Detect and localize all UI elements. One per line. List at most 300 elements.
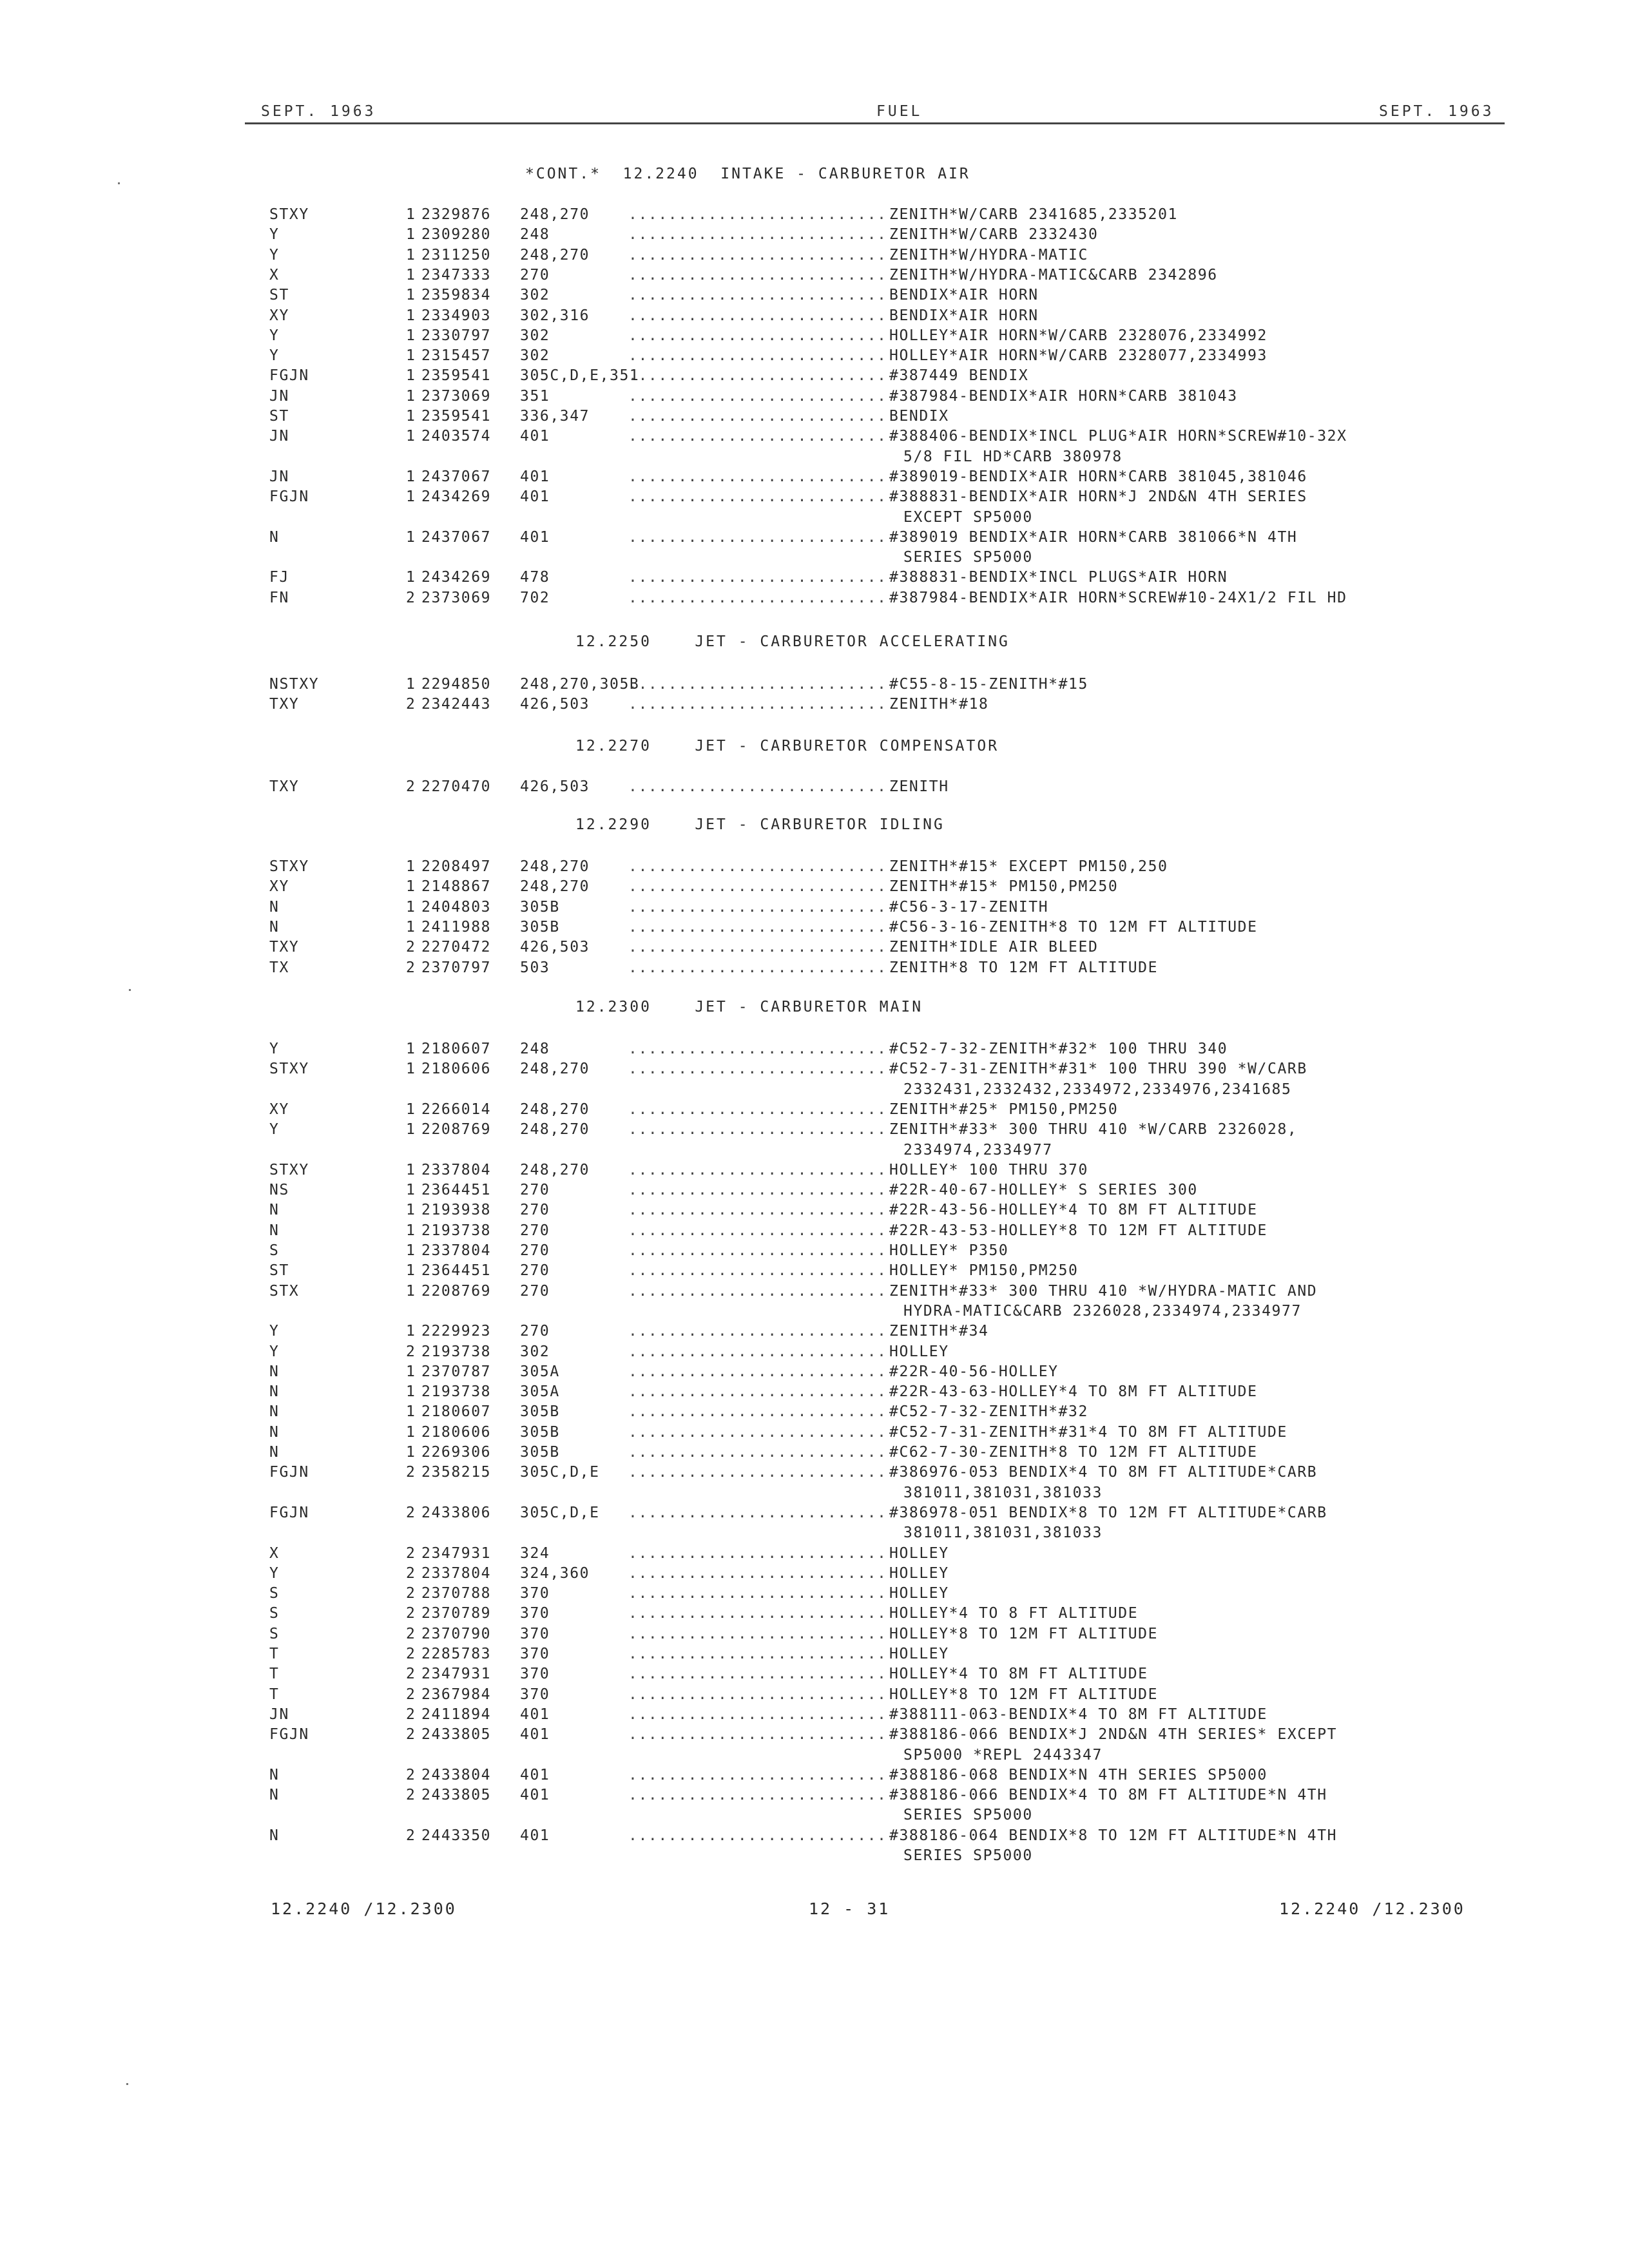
sequence-number: 1 — [406, 1383, 416, 1401]
section-heading: 12.2250 JET - CARBURETOR ACCELERATING — [575, 633, 1010, 650]
sequence-number: 1 — [406, 1282, 416, 1300]
model-applicability: 401 — [520, 1827, 550, 1844]
model-applicability: 305B — [520, 898, 560, 916]
sequence-number: 2 — [406, 1646, 416, 1662]
dot-leader: .......................... — [628, 327, 887, 344]
part-row — [0, 1706, 1629, 1727]
part-description: ZENITH*#25* PM150,PM250 — [889, 1100, 1119, 1118]
model-applicability: 370 — [520, 1605, 550, 1622]
dot-leader: .......................... — [628, 1343, 887, 1360]
dot-leader: .......................... — [628, 1544, 887, 1562]
part-row — [0, 388, 1629, 408]
dot-leader: .......................... — [628, 1282, 887, 1300]
part-description: ZENITH*8 TO 12M FT ALTITUDE — [889, 959, 1159, 976]
continuation-text: 2334974,2334977 — [903, 1141, 1053, 1158]
continuation-text: SERIES SP5000 — [903, 1847, 1033, 1864]
dot-leader: .......................... — [628, 1564, 887, 1582]
model-applicability: 248,270 — [520, 858, 590, 875]
vehicle-code: N — [269, 1202, 280, 1219]
part-row — [0, 1383, 1629, 1404]
model-applicability: 401 — [520, 468, 550, 485]
part-number: 2208769 — [421, 1282, 492, 1300]
part-description: ZENITH*#33* 300 THRU 410 *W/HYDRA-MATIC AND — [889, 1282, 1318, 1300]
continuation-text: SP5000 *REPL 2443347 — [903, 1746, 1103, 1763]
part-row — [0, 919, 1629, 939]
part-row — [0, 529, 1629, 550]
part-description: #387984-BENDIX*AIR HORN*CARB 381043 — [889, 387, 1238, 405]
part-row — [0, 590, 1629, 610]
model-applicability: 305A — [520, 1383, 560, 1401]
sequence-number: 2 — [406, 589, 416, 606]
part-number: 2370797 — [421, 959, 492, 976]
model-applicability: 270 — [520, 1222, 550, 1239]
part-description: #C56-3-17-ZENITH — [889, 898, 1049, 916]
sequence-number: 2 — [406, 1666, 416, 1683]
part-description: BENDIX*AIR HORN — [889, 307, 1039, 324]
vehicle-code: XY — [269, 1100, 289, 1118]
part-description: HOLLEY — [889, 1564, 949, 1582]
dot-leader: .......................... — [628, 1585, 887, 1602]
part-number: 2180606 — [421, 1061, 492, 1078]
part-description: HOLLEY*AIR HORN*W/CARB 2328077,2334993 — [889, 347, 1268, 365]
model-applicability: 305B — [520, 1444, 560, 1461]
part-number: 2193738 — [421, 1222, 492, 1239]
part-number: 2411988 — [421, 918, 492, 936]
dot-leader: .......................... — [628, 1222, 887, 1239]
sequence-number: 1 — [406, 528, 416, 546]
part-number: 2311250 — [421, 246, 492, 264]
part-description: #387449 BENDIX — [889, 367, 1029, 385]
part-row — [0, 307, 1629, 328]
model-applicability: 270 — [520, 1282, 550, 1300]
dot-leader: .......................... — [628, 1182, 887, 1199]
vehicle-code: JN — [269, 428, 289, 445]
sequence-number: 1 — [406, 1222, 416, 1239]
part-description: #22R-43-56-HOLLEY*4 TO 8M FT ALTITUDE — [889, 1202, 1258, 1219]
part-row — [0, 878, 1629, 899]
sequence-number: 2 — [406, 959, 416, 976]
part-number: 2309280 — [421, 226, 492, 244]
dot-leader: .......................... — [628, 367, 887, 385]
part-row — [0, 1101, 1629, 1122]
part-description: #388831-BENDIX*INCL PLUGS*AIR HORN — [889, 569, 1228, 586]
part-description: #387984-BENDIX*AIR HORN*SCREW#10-24X1/2 FIL HD — [889, 589, 1347, 606]
sequence-number: 1 — [406, 246, 416, 264]
dot-leader: .......................... — [628, 1726, 887, 1744]
vehicle-code: Y — [269, 347, 280, 365]
part-description: BENDIX*AIR HORN — [889, 287, 1039, 304]
dot-leader: .......................... — [628, 778, 887, 795]
vehicle-code: N — [269, 1444, 280, 1461]
vehicle-code: N — [269, 1222, 280, 1239]
model-applicability: 302 — [520, 347, 550, 365]
dot-leader: .......................... — [628, 1161, 887, 1178]
vehicle-code: Y — [269, 1121, 280, 1139]
model-applicability: 401 — [520, 428, 550, 445]
description-continuation — [0, 1081, 1629, 1102]
part-number: 2370790 — [421, 1625, 492, 1642]
vehicle-code: STXY — [269, 1161, 309, 1178]
dot-leader: .......................... — [628, 1242, 887, 1259]
part-description: #22R-40-56-HOLLEY — [889, 1363, 1059, 1380]
vehicle-code: N — [269, 1403, 280, 1421]
description-continuation — [0, 1807, 1629, 1827]
model-applicability: 426,503 — [520, 778, 590, 795]
model-applicability: 270 — [520, 1202, 550, 1219]
vehicle-code: N — [269, 1827, 280, 1844]
sequence-number: 1 — [406, 488, 416, 506]
part-number: 2437067 — [421, 468, 492, 485]
sequence-number: 1 — [406, 1182, 416, 1199]
part-description: HOLLEY — [889, 1544, 949, 1562]
vehicle-code: FJ — [269, 569, 289, 586]
part-description: HOLLEY — [889, 1646, 949, 1662]
model-applicability: 401 — [520, 1766, 550, 1783]
dot-leader: .......................... — [628, 1827, 887, 1844]
sequence-number: 2 — [406, 1504, 416, 1521]
part-number: 2193738 — [421, 1343, 492, 1360]
part-number: 2443350 — [421, 1827, 492, 1844]
dot-leader: .......................... — [628, 898, 887, 916]
part-row — [0, 778, 1629, 799]
sequence-number: 1 — [406, 1202, 416, 1219]
continuation-text: SERIES SP5000 — [903, 549, 1033, 566]
dot-leader: .......................... — [628, 266, 887, 284]
continuation-text: 5/8 FIL HD*CARB 380978 — [903, 448, 1123, 465]
sequence-number: 1 — [406, 428, 416, 445]
sequence-number: 2 — [406, 778, 416, 795]
model-applicability: 302 — [520, 327, 550, 344]
model-applicability: 248,270,305B — [520, 676, 640, 693]
model-applicability: 270 — [520, 266, 550, 284]
part-description: #C52-7-31-ZENITH*#31*4 TO 8M FT ALTITUDE — [889, 1423, 1287, 1441]
part-row — [0, 1202, 1629, 1222]
vehicle-code: S — [269, 1625, 280, 1642]
sequence-number: 2 — [406, 1464, 416, 1481]
sequence-number: 1 — [406, 367, 416, 385]
part-row — [0, 327, 1629, 348]
model-applicability: 503 — [520, 959, 550, 976]
part-number: 2208497 — [421, 858, 492, 875]
part-row — [0, 1666, 1629, 1686]
model-applicability: 370 — [520, 1686, 550, 1703]
part-row — [0, 206, 1629, 227]
section-heading: *CONT.* 12.2240 INTAKE - CARBURETOR AIR — [525, 166, 970, 182]
dot-leader: .......................... — [628, 1504, 887, 1521]
vehicle-code: N — [269, 918, 280, 936]
part-row — [0, 1565, 1629, 1586]
dot-leader: .......................... — [628, 488, 887, 506]
dot-leader: .......................... — [628, 1202, 887, 1219]
part-description: #388111-063-BENDIX*4 TO 8M FT ALTITUDE — [889, 1706, 1268, 1723]
vehicle-code: FGJN — [269, 1464, 309, 1481]
part-row — [0, 1222, 1629, 1243]
model-applicability: 248,270 — [520, 1121, 590, 1139]
sequence-number: 1 — [406, 347, 416, 365]
continuation-text: 381011,381031,381033 — [903, 1484, 1103, 1501]
dot-leader: .......................... — [628, 1766, 887, 1783]
description-continuation — [0, 1303, 1629, 1323]
part-number: 2329876 — [421, 206, 492, 223]
part-number: 2270472 — [421, 939, 492, 956]
model-applicability: 370 — [520, 1646, 550, 1662]
part-row — [0, 1162, 1629, 1182]
scan-speck — [126, 2083, 128, 2085]
part-number: 2315457 — [421, 347, 492, 365]
part-row — [0, 1061, 1629, 1081]
vehicle-code: T — [269, 1666, 280, 1683]
dot-leader: .......................... — [628, 307, 887, 324]
part-row — [0, 1827, 1629, 1848]
part-description: #389019 BENDIX*AIR HORN*CARB 381066*N 4TH — [889, 528, 1298, 546]
part-description: #388186-066 BENDIX*4 TO 8M FT ALTITUDE*N 4TH — [889, 1787, 1327, 1804]
model-applicability: 426,503 — [520, 696, 590, 713]
part-number: 2358215 — [421, 1464, 492, 1481]
model-applicability: 426,503 — [520, 939, 590, 956]
part-number: 2285783 — [421, 1646, 492, 1662]
model-applicability: 305B — [520, 1423, 560, 1441]
part-number: 2403574 — [421, 428, 492, 445]
sequence-number: 2 — [406, 1564, 416, 1582]
model-applicability: 401 — [520, 528, 550, 546]
sequence-number: 2 — [406, 939, 416, 956]
model-applicability: 248,270 — [520, 1161, 590, 1178]
vehicle-code: JN — [269, 468, 289, 485]
part-number: 2148867 — [421, 878, 492, 896]
model-applicability: 370 — [520, 1585, 550, 1602]
part-description: #389019-BENDIX*AIR HORN*CARB 381045,381046 — [889, 468, 1307, 485]
dot-leader: .......................... — [628, 226, 887, 244]
sequence-number: 1 — [406, 858, 416, 875]
vehicle-code: TXY — [269, 778, 300, 795]
part-row — [0, 1545, 1629, 1566]
vehicle-code: T — [269, 1646, 280, 1662]
part-row — [0, 1343, 1629, 1364]
vehicle-code: Y — [269, 1343, 280, 1360]
dot-leader: .......................... — [628, 347, 887, 365]
model-applicability: 370 — [520, 1666, 550, 1683]
vehicle-code: STXY — [269, 206, 309, 223]
part-number: 2373069 — [421, 387, 492, 405]
part-description: #C62-7-30-ZENITH*8 TO 12M FT ALTITUDE — [889, 1444, 1258, 1461]
part-row — [0, 696, 1629, 716]
sequence-number: 2 — [406, 1605, 416, 1622]
sequence-number: 1 — [406, 1444, 416, 1461]
part-description: ZENITH*IDLE AIR BLEED — [889, 939, 1099, 956]
part-row — [0, 408, 1629, 428]
sequence-number: 1 — [406, 327, 416, 344]
part-row — [0, 1262, 1629, 1283]
part-description: ZENITH*#15* EXCEPT PM150,250 — [889, 858, 1168, 875]
part-row — [0, 1787, 1629, 1807]
dot-leader: .......................... — [628, 528, 887, 546]
sequence-number: 1 — [406, 569, 416, 586]
description-continuation — [0, 1847, 1629, 1868]
part-row — [0, 1403, 1629, 1424]
part-number: 2337804 — [421, 1242, 492, 1259]
sequence-number: 2 — [406, 696, 416, 713]
model-applicability: 248,270 — [520, 206, 590, 223]
sequence-number: 1 — [406, 408, 416, 425]
vehicle-code: TX — [269, 959, 289, 976]
dot-leader: .......................... — [628, 676, 887, 693]
section-heading: 12.2300 JET - CARBURETOR MAIN — [575, 999, 923, 1015]
vehicle-code: JN — [269, 1706, 289, 1723]
header-rule — [245, 122, 1505, 124]
vehicle-code: N — [269, 1423, 280, 1441]
section-heading: 12.2270 JET - CARBURETOR COMPENSATOR — [575, 738, 999, 754]
vehicle-code: ST — [269, 408, 289, 425]
description-continuation — [0, 1524, 1629, 1545]
part-description: ZENITH*#15* PM150,PM250 — [889, 878, 1119, 896]
vehicle-code: TXY — [269, 939, 300, 956]
vehicle-code: FGJN — [269, 1504, 309, 1521]
part-description: ZENITH*#33* 300 THRU 410 *W/CARB 2326028, — [889, 1121, 1298, 1139]
sequence-number: 2 — [406, 1544, 416, 1562]
part-number: 2364451 — [421, 1262, 492, 1280]
part-description: ZENITH*#34 — [889, 1323, 989, 1340]
continuation-text: EXCEPT SP5000 — [903, 508, 1033, 526]
part-description: HOLLEY — [889, 1585, 949, 1602]
continuation-text: 2332431,2332432,2334972,2334976,2341685 — [903, 1081, 1292, 1098]
dot-leader: .......................... — [628, 287, 887, 304]
model-applicability: 248 — [520, 226, 550, 244]
part-description: #C52-7-32-ZENITH*#32 — [889, 1403, 1088, 1421]
dot-leader: .......................... — [628, 1686, 887, 1703]
part-number: 2370788 — [421, 1585, 492, 1602]
part-description: #388186-068 BENDIX*N 4TH SERIES SP5000 — [889, 1766, 1268, 1783]
vehicle-code: S — [269, 1585, 280, 1602]
part-row — [0, 287, 1629, 307]
part-description: #388186-066 BENDIX*J 2ND&N 4TH SERIES* EXCEPT — [889, 1726, 1338, 1744]
part-row — [0, 347, 1629, 368]
dot-leader: .......................... — [628, 696, 887, 713]
part-row — [0, 247, 1629, 267]
section-heading: 12.2290 JET - CARBURETOR IDLING — [575, 816, 945, 833]
part-row — [0, 569, 1629, 590]
vehicle-code: XY — [269, 878, 289, 896]
dot-leader: .......................... — [628, 1444, 887, 1461]
sequence-number: 1 — [406, 266, 416, 284]
part-number: 2359541 — [421, 408, 492, 425]
dot-leader: .......................... — [628, 1625, 887, 1642]
part-row — [0, 939, 1629, 959]
sequence-number: 1 — [406, 1100, 416, 1118]
part-description: #C52-7-32-ZENITH*#32* 100 THRU 340 — [889, 1041, 1228, 1057]
part-number: 2347931 — [421, 1666, 492, 1683]
part-row — [0, 1424, 1629, 1445]
vehicle-code: NS — [269, 1182, 289, 1199]
sequence-number: 2 — [406, 1766, 416, 1783]
model-applicability: 305C,D,E — [520, 1504, 600, 1521]
dot-leader: .......................... — [628, 1041, 887, 1057]
model-applicability: 351 — [520, 387, 550, 405]
dot-leader: .......................... — [628, 1262, 887, 1280]
sequence-number: 1 — [406, 1403, 416, 1421]
sequence-number: 2 — [406, 1625, 416, 1642]
part-number: 2433805 — [421, 1787, 492, 1804]
part-row — [0, 1464, 1629, 1485]
part-row — [0, 1626, 1629, 1646]
part-row — [0, 1444, 1629, 1465]
part-description: #C56-3-16-ZENITH*8 TO 12M FT ALTITUDE — [889, 918, 1258, 936]
header-date-left: SEPT. 1963 — [261, 103, 376, 120]
sequence-number: 1 — [406, 1242, 416, 1259]
vehicle-code: Y — [269, 226, 280, 244]
part-number: 2229923 — [421, 1323, 492, 1340]
part-description: HOLLEY*4 TO 8M FT ALTITUDE — [889, 1666, 1148, 1683]
part-row — [0, 1585, 1629, 1606]
model-applicability: 401 — [520, 488, 550, 506]
vehicle-code: N — [269, 1766, 280, 1783]
part-description: #22R-43-53-HOLLEY*8 TO 12M FT ALTITUDE — [889, 1222, 1268, 1239]
sequence-number: 2 — [406, 1787, 416, 1804]
description-continuation — [0, 1142, 1629, 1162]
sequence-number: 2 — [406, 1686, 416, 1703]
part-number: 2434269 — [421, 569, 492, 586]
vehicle-code: Y — [269, 1041, 280, 1057]
model-applicability: 305B — [520, 1403, 560, 1421]
part-description: HOLLEY* PM150,PM250 — [889, 1262, 1079, 1280]
sequence-number: 1 — [406, 387, 416, 405]
part-description: HOLLEY*8 TO 12M FT ALTITUDE — [889, 1686, 1159, 1703]
model-applicability: 702 — [520, 589, 550, 606]
vehicle-code: NSTXY — [269, 676, 320, 693]
model-applicability: 324,360 — [520, 1564, 590, 1582]
part-row — [0, 1686, 1629, 1707]
dot-leader: .......................... — [628, 1423, 887, 1441]
part-description: HOLLEY* 100 THRU 370 — [889, 1161, 1088, 1178]
sequence-number: 1 — [406, 1323, 416, 1340]
sequence-number: 2 — [406, 1585, 416, 1602]
part-row — [0, 1767, 1629, 1787]
part-number: 2180607 — [421, 1041, 492, 1057]
part-number: 2433806 — [421, 1504, 492, 1521]
part-description: #386978-051 BENDIX*8 TO 12M FT ALTITUDE*CARB — [889, 1504, 1327, 1521]
part-number: 2359541 — [421, 367, 492, 385]
vehicle-code: FN — [269, 589, 289, 606]
part-number: 2180607 — [421, 1403, 492, 1421]
vehicle-code: S — [269, 1242, 280, 1259]
part-number: 2364451 — [421, 1182, 492, 1199]
sequence-number: 1 — [406, 1363, 416, 1380]
part-number: 2330797 — [421, 327, 492, 344]
model-applicability: 401 — [520, 1726, 550, 1744]
part-description: #388406-BENDIX*INCL PLUG*AIR HORN*SCREW#10-32X — [889, 428, 1347, 445]
part-row — [0, 1605, 1629, 1626]
part-number: 2337804 — [421, 1564, 492, 1582]
model-applicability: 336,347 — [520, 408, 590, 425]
dot-leader: .......................... — [628, 959, 887, 976]
part-description: ZENITH*W/CARB 2332430 — [889, 226, 1099, 244]
description-continuation — [0, 549, 1629, 570]
scan-speck — [129, 989, 131, 991]
sequence-number: 1 — [406, 918, 416, 936]
model-applicability: 248,270 — [520, 878, 590, 896]
part-description: HOLLEY — [889, 1343, 949, 1360]
scan-speck — [118, 182, 120, 184]
part-number: 2193738 — [421, 1383, 492, 1401]
part-row — [0, 1646, 1629, 1666]
model-applicability: 270 — [520, 1182, 550, 1199]
part-number: 2337804 — [421, 1161, 492, 1178]
vehicle-code: ST — [269, 1262, 289, 1280]
part-number: 2404803 — [421, 898, 492, 916]
model-applicability: 305C,D,E — [520, 1464, 600, 1481]
part-row — [0, 1182, 1629, 1202]
part-number: 2334903 — [421, 307, 492, 324]
model-applicability: 305A — [520, 1363, 560, 1380]
